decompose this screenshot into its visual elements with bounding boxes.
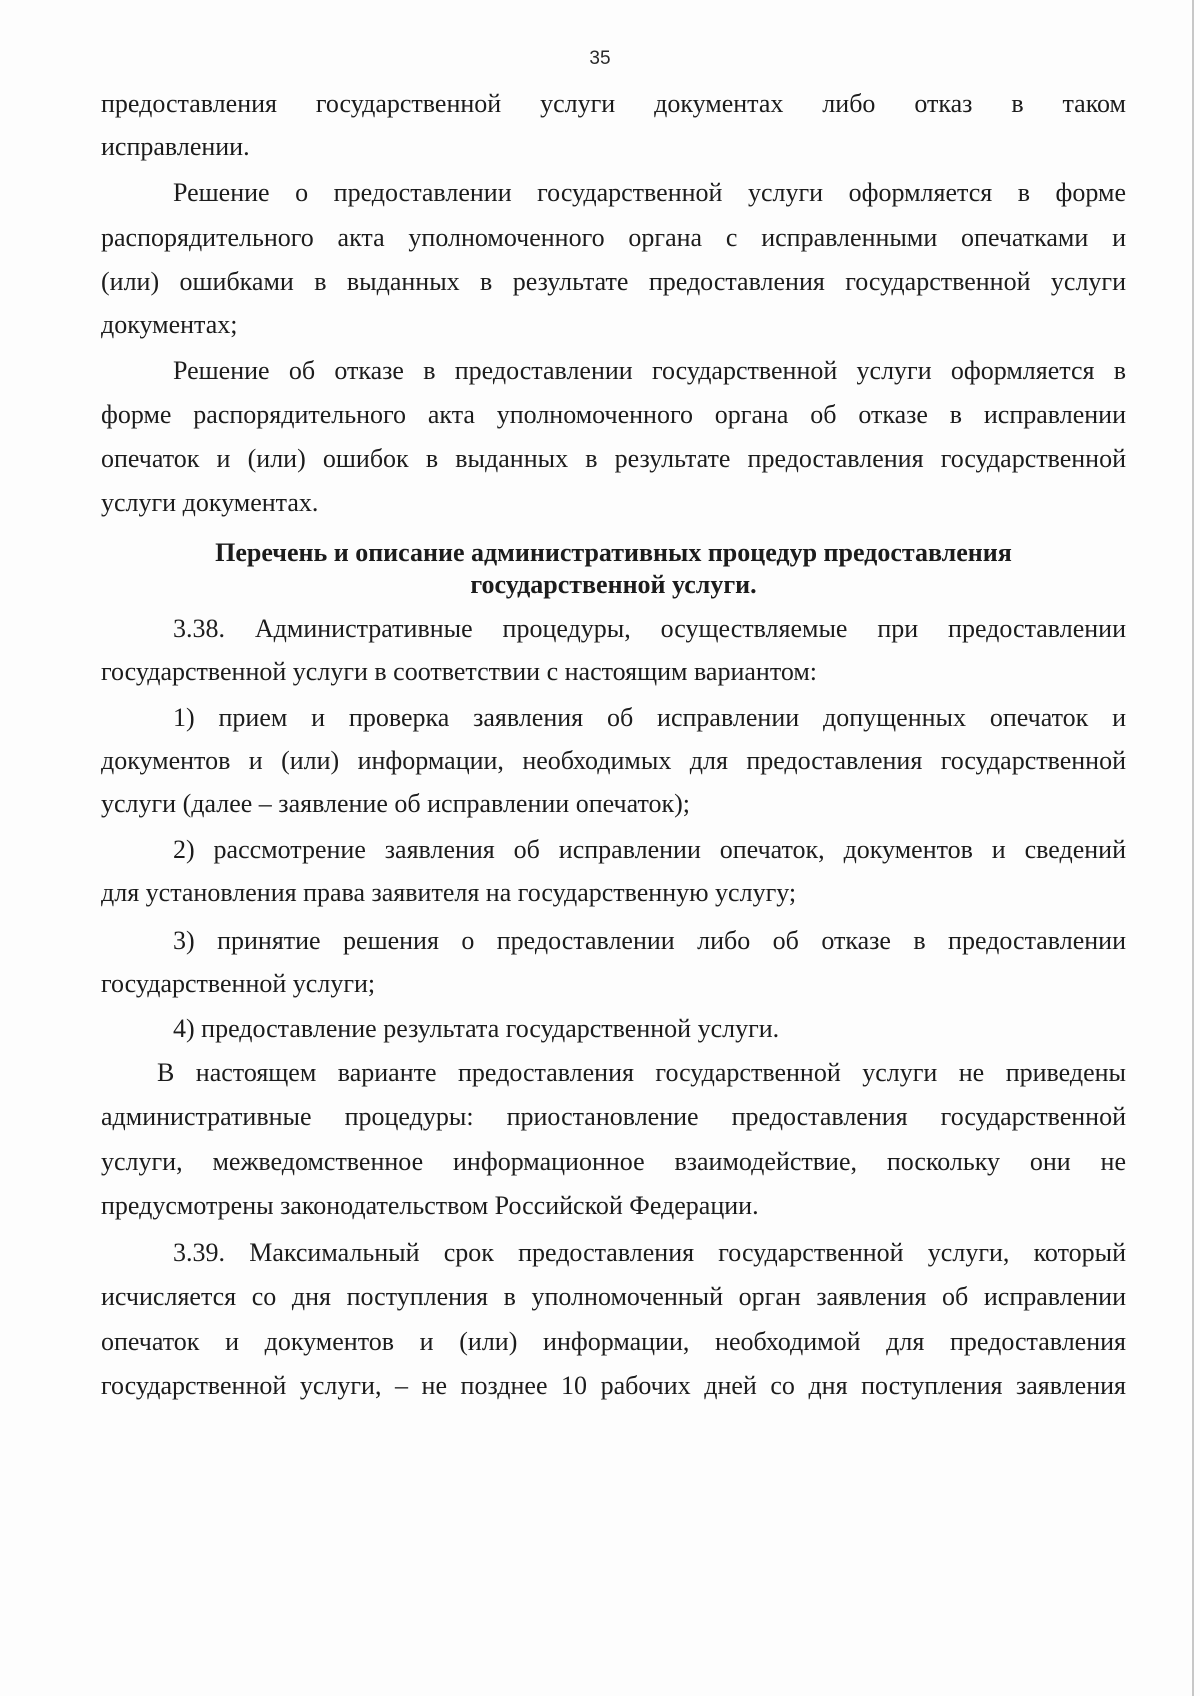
- text-line: Решение о предоставлении государственной услуги оформляется в форме: [173, 178, 1126, 207]
- text-line: (или) ошибками в выданных в результате предоставления государственной услуги: [101, 267, 1126, 296]
- text-line: услуги (далее – заявление об исправлении опечаток);: [101, 789, 690, 818]
- text-line: Решение об отказе в предоставлении государственной услуги оформляется в: [173, 356, 1126, 385]
- text-line: государственной услуги в соответствии с настоящим вариантом:: [101, 657, 818, 686]
- text-line: 4) предоставление результата государственной услуги.: [173, 1014, 780, 1043]
- text-line: для установления права заявителя на государственную услугу;: [101, 878, 797, 907]
- scan-edge-line: [1192, 0, 1194, 1696]
- text-line: предусмотрены законодательством Российской Федерации.: [101, 1191, 759, 1220]
- text-line: 3) принятие решения о предоставлении либо об отказе в предоставлении: [173, 926, 1126, 955]
- text-line: 3.39. Максимальный срок предоставления государственной услуги, который: [173, 1238, 1126, 1267]
- text-line: услуги документах.: [101, 488, 319, 517]
- section-heading-line2: государственной услуги.: [470, 570, 757, 599]
- text-line: опечаток и (или) ошибок в выданных в результате предоставления государственной: [101, 444, 1126, 473]
- page-number: 35: [589, 48, 611, 69]
- text-line: 3.38. Административные процедуры, осуществляемые при предоставлении: [173, 614, 1126, 643]
- text-line: государственной услуги;: [101, 969, 376, 998]
- text-line: исчисляется со дня поступления в уполномоченный орган заявления об исправлении: [101, 1282, 1126, 1311]
- text-line: В настоящем варианте предоставления государственной услуги не приведены: [157, 1058, 1126, 1087]
- text-line: документах;: [101, 310, 238, 339]
- text-line: услуги, межведомственное информационное взаимодействие, поскольку они не: [101, 1147, 1126, 1176]
- text-line: документов и (или) информации, необходимых для предоставления государственной: [101, 746, 1126, 775]
- text-line: 2) рассмотрение заявления об исправлении опечаток, документов и сведений: [173, 835, 1126, 864]
- text-line: государственной услуги, – не позднее 10 рабочих дней со дня поступления заявления: [101, 1371, 1126, 1400]
- section-heading-line1: Перечень и описание административных процедур предоставления: [215, 538, 1012, 567]
- text-line: форме распорядительного акта уполномоченного органа об отказе в исправлении: [101, 400, 1126, 429]
- text-line: предоставления государственной услуги документах либо отказ в таком: [101, 89, 1126, 118]
- text-line: опечаток и документов и (или) информации, необходимой для предоставления: [101, 1327, 1126, 1356]
- text-line: 1) прием и проверка заявления об исправлении допущенных опечаток и: [173, 703, 1126, 732]
- text-line: исправлении.: [101, 132, 250, 161]
- text-line: административные процедуры: приостановление предоставления государственной: [101, 1102, 1126, 1131]
- text-line: распорядительного акта уполномоченного органа с исправленными опечатками и: [101, 223, 1126, 252]
